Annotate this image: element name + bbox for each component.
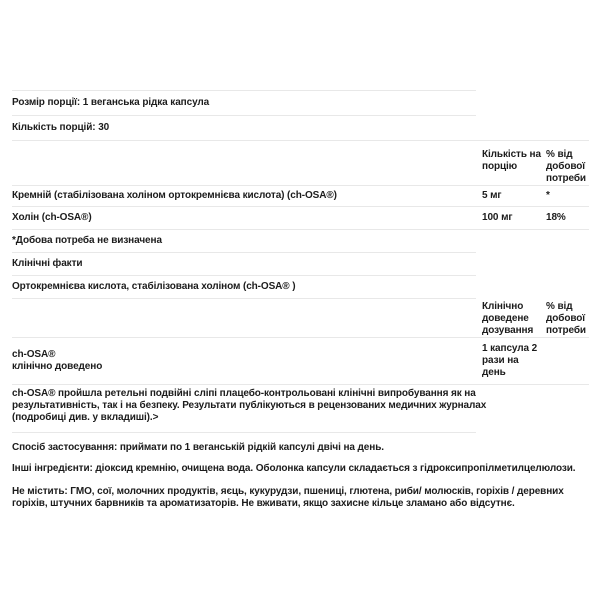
dosage-value: 1 капсула 2 рази на день: [482, 343, 538, 378]
servings-count-row: [12, 116, 476, 140]
amount-column-header: Кількість на порцію: [482, 149, 541, 172]
panel-content: [12, 90, 589, 510]
ortho-silicic-acid-row: [12, 276, 476, 298]
dv-column-header: % від добової потреби: [546, 149, 586, 184]
ingredient-name: Кремній (стабілізована холіном ортокремнієва кислота) (ch-OSA®): [12, 190, 337, 201]
silicon-table-row: [12, 186, 589, 206]
dosage-name-line2: клінічно доведено: [12, 361, 103, 372]
choline-table-row: [12, 207, 589, 229]
other-ingredients-paragraph: [12, 463, 589, 475]
ingredient-dv: *: [546, 190, 550, 201]
directions-text: Спосіб застосування: приймати по 1 веганській рідкій капсулі двічі на день.: [12, 442, 384, 453]
serving-size-row: [12, 91, 476, 115]
daily-value-footnote-row: [12, 230, 476, 252]
ingredient-amount: 5 мг: [482, 190, 502, 201]
dv-column-header: % від добової потреби: [546, 301, 586, 336]
ortho-silicic-acid-text: Ортокремнієва кислота, стабілізована холіном (ch-OSA® ): [12, 281, 296, 292]
clinical-facts-label: Клінічні факти: [12, 258, 83, 269]
allergen-info-text: Не містить: ГМО, сої, молочних продуктів, яєць, кукурудзи, пшениці, глютена, риби/ молюсків, горіхів / деревних горіхів, штучних барвників та ароматизаторів. Не вживати, якщо захисне кільце зламано або відсутнє.: [12, 486, 564, 509]
serving-size-text: Розмір порції: 1 веганська рідка капсула: [12, 97, 210, 108]
clinical-note-paragraph: [12, 385, 490, 432]
ingredient-dv: 18%: [546, 212, 566, 223]
clinical-facts-row: [12, 253, 476, 275]
chosa-dosage-row: [12, 338, 589, 384]
dosage-table-header: [12, 299, 589, 337]
other-ingredients-text: Інші інгредієнти: діоксид кремнію, очищена вода. Оболонка капсули складається з гідроксипропілметилцелюлози.: [12, 463, 576, 474]
directions-paragraph: [12, 433, 589, 454]
dosage-ingredient-name: [12, 349, 482, 373]
allergen-info-paragraph: [12, 486, 589, 510]
dosage-column-header: Клінічно доведене дозування: [482, 301, 534, 336]
clinical-note-text: ch-OSA® пройшла ретельні подвійні сліпі плацебо-контрольовані клінічні випробування як на результативність, так і на безпеку. Результати публікуються в рецензованих медичних журналах (подробиці див. у вкладиші).>: [12, 388, 487, 423]
ingredient-name: Холін (ch-OSA®): [12, 212, 92, 223]
dosage-name-line1: ch-OSA®: [12, 349, 56, 360]
daily-value-footnote: *Добова потреба не визначена: [12, 235, 162, 246]
amounts-table-header: [12, 141, 589, 185]
servings-count-text: Кількість порцій: 30: [12, 122, 110, 133]
ingredient-amount: 100 мг: [482, 212, 513, 223]
